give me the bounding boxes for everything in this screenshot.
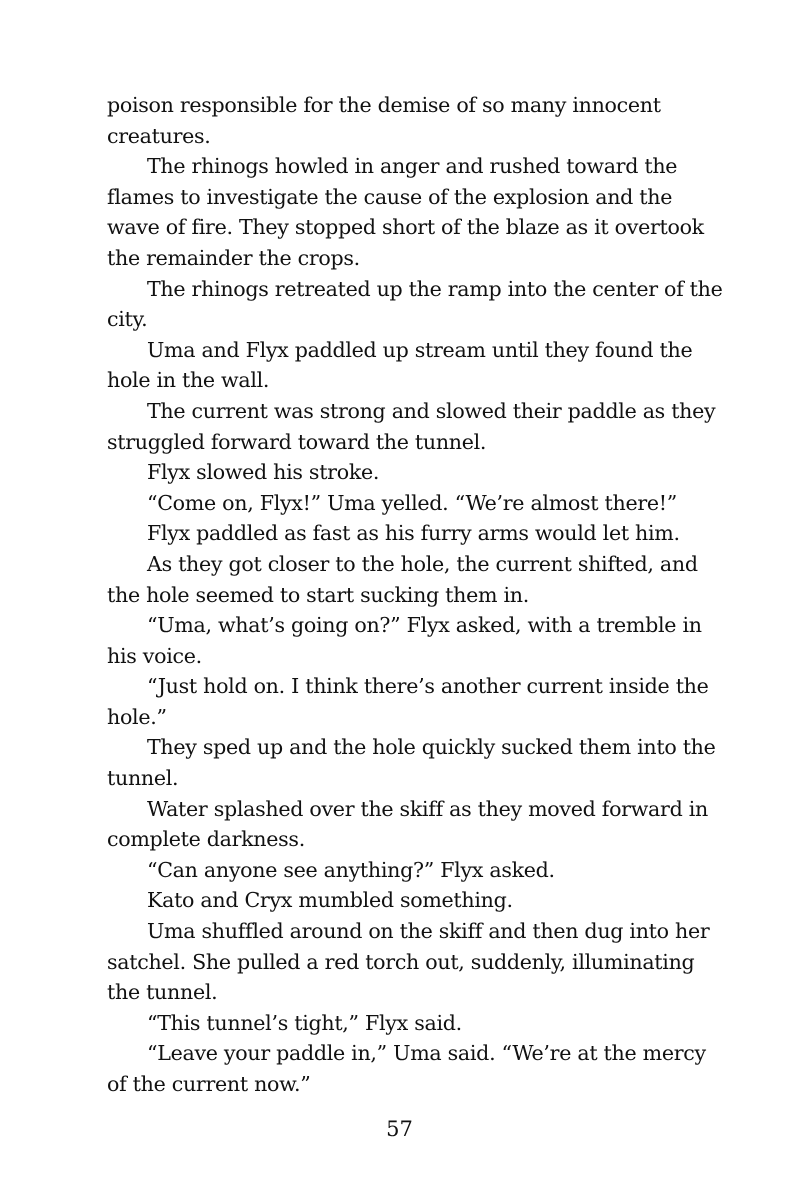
paragraph-11: “Just hold on. I think there’s another current inside the hole.” <box>107 674 709 729</box>
page-number: 57 <box>386 1117 413 1141</box>
paragraph-14: “Can anyone see anything?” Flyx asked. <box>147 857 555 882</box>
paragraph-10: “Uma, what’s going on?” Flyx asked, with a tremble in his voice. <box>107 613 702 668</box>
paragraph-5: The current was strong and slowed their paddle as they struggled forward toward the tunnel. <box>107 398 716 454</box>
paragraph-17: “This tunnel’s tight,” Flyx said. <box>147 1010 462 1035</box>
paragraph-7: “Come on, Flyx!” Uma yelled. “We’re almost there!” <box>147 490 677 515</box>
paragraph-15: Kato and Cryx mumbled something. <box>147 888 513 913</box>
paragraph-6: Flyx slowed his stroke. <box>147 460 380 485</box>
paragraph-2: The rhinogs howled in anger and rushed toward the flames to investigate the cause of the explosion and the wave of fire. They stopped short of the blaze as it overtook the remainder the crops. <box>107 154 704 270</box>
paragraph-18: “Leave your paddle in,” Uma said. “We’re at the mercy of the current now.” <box>107 1041 706 1096</box>
paragraph-12: They sped up and the hole quickly sucked them into the tunnel. <box>107 735 716 791</box>
paragraph-8: Flyx paddled as fast as his furry arms would let him. <box>147 521 680 546</box>
paragraph-3: The rhinogs retreated up the ramp into the center of the city. <box>107 276 723 332</box>
paragraph-16: Uma shuffled around on the skiff and then dug into her satchel. She pulled a red torch out, suddenly, illuminating the tunnel. <box>107 919 710 1005</box>
paragraph-9: As they got closer to the hole, the current shifted, and the hole seemed to start sucking them in. <box>107 551 698 607</box>
paragraph-13: Water splashed over the skiff as they moved forward in complete darkness. <box>107 796 708 852</box>
paragraph-1: poison responsible for the demise of so many innocent creatures. <box>107 93 661 148</box>
body-text <box>107 90 727 1100</box>
paragraph-4: Uma and Flyx paddled up stream until they found the hole in the wall. <box>107 337 693 393</box>
